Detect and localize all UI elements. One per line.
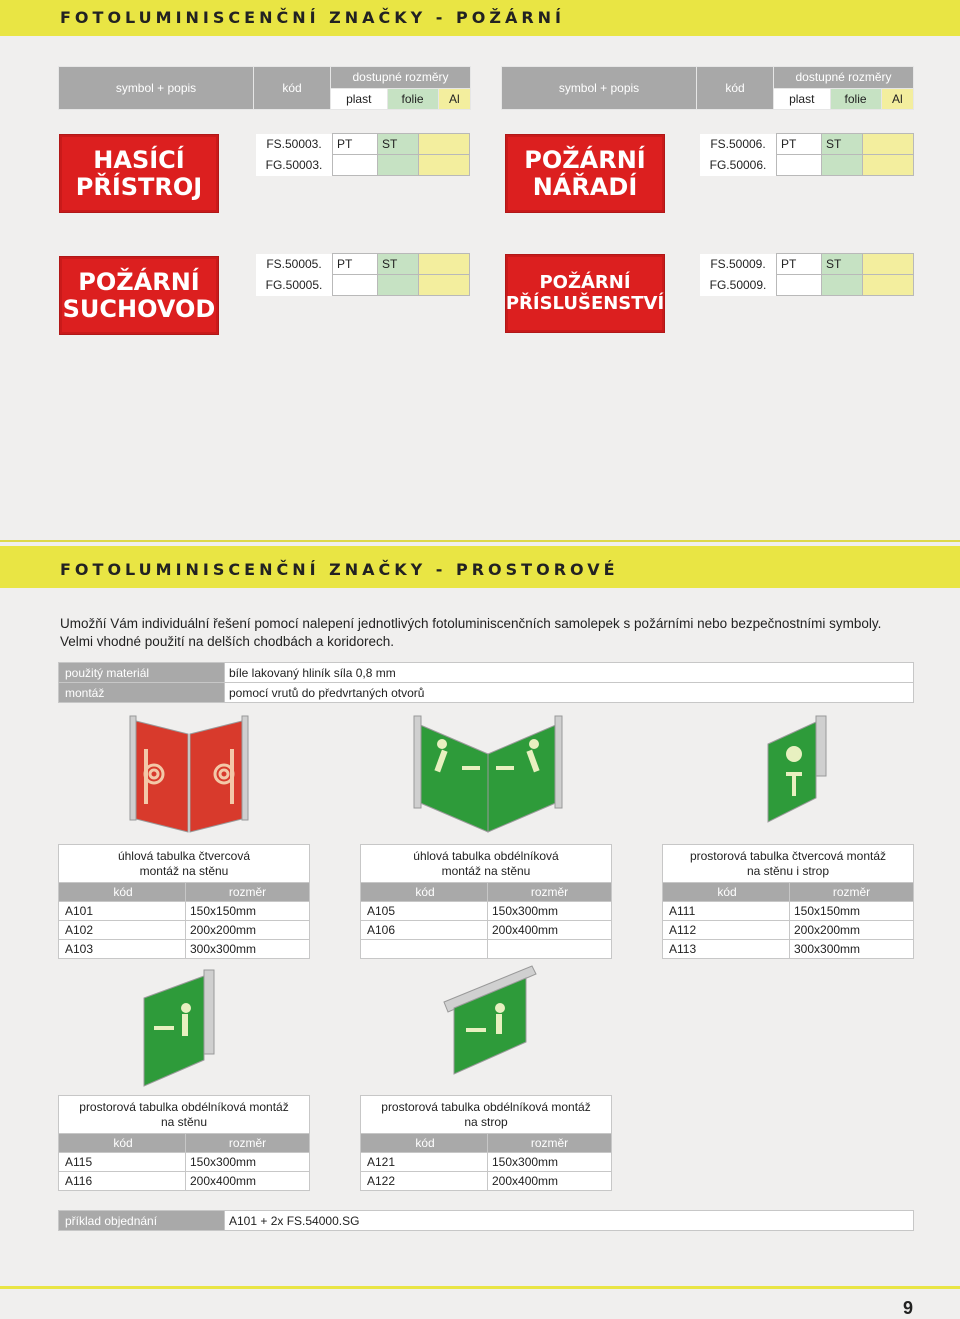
folie-cell: [378, 275, 419, 296]
product-table-a101: [58, 844, 310, 959]
al-cell: [419, 134, 470, 155]
product-title: prostorová tabulka obdélníková montáž na stěnu: [59, 1096, 310, 1134]
folie-cell: ST: [378, 254, 419, 275]
spec-table-2: [256, 253, 470, 296]
header-folie: folie: [830, 88, 881, 110]
table-row: A103 300x300mm: [59, 940, 310, 959]
table-row: A115 150x300mm: [59, 1153, 310, 1172]
material-label: použitý materiál: [59, 663, 225, 683]
plast-cell: PT: [333, 254, 378, 275]
product-table-a115: [58, 1095, 310, 1191]
col-size: rozměr: [488, 883, 612, 902]
section-title-fire: FOTOLUMINISCENČNÍ ZNAČKY - POŽÁRNÍ: [60, 8, 565, 27]
plast-cell: [777, 275, 822, 296]
code-fg: FG.50005.: [256, 275, 333, 296]
table-row: A122 200x400mm: [361, 1172, 612, 1191]
header-plast: plast: [331, 88, 388, 110]
al-cell: [419, 275, 470, 296]
code-fs: FS.50005.: [256, 254, 333, 275]
plast-cell: [777, 155, 822, 176]
spec-table-0: [256, 133, 470, 176]
col-size: rozměr: [488, 1134, 612, 1153]
spec-table-1: [700, 133, 914, 176]
table-row: A111 150x150mm: [663, 902, 914, 921]
sign-pozarni-prislusenstvi: POŽÁRNÍ PŘÍSLUŠENSTVÍ: [505, 254, 665, 333]
material-table: [58, 662, 914, 703]
al-cell: [863, 254, 914, 275]
footer-line: [0, 1286, 960, 1289]
col-code: kód: [361, 1134, 488, 1153]
header-al: Al: [881, 88, 913, 110]
sign-pozarni-naradi: POŽÁRNÍ NÁŘADÍ: [505, 134, 665, 213]
al-cell: [863, 155, 914, 176]
table-row: [361, 940, 612, 959]
code-fg: FG.50009.: [700, 275, 777, 296]
header-plast: plast: [774, 88, 831, 110]
plast-cell: PT: [777, 134, 822, 155]
table-row: A102 200x200mm: [59, 921, 310, 940]
order-label: příklad objednání: [59, 1211, 225, 1231]
col-size: rozměr: [186, 1134, 310, 1153]
header-sizes: dostupné rozměry: [331, 67, 471, 89]
table-row: A116 200x400mm: [59, 1172, 310, 1191]
product-table-a121: [360, 1095, 612, 1191]
spatial-square-sign-image: [764, 714, 834, 834]
col-size: rozměr: [186, 883, 310, 902]
plast-cell: PT: [333, 134, 378, 155]
folie-cell: [822, 275, 863, 296]
al-cell: [863, 134, 914, 155]
product-title: úhlová tabulka čtvercová montáž na stěnu: [59, 845, 310, 883]
header-symbol: symbol + popis: [502, 67, 697, 110]
intro-text: Umožňí Vám individuální řešení pomocí nalepení jednotlivých fotoluminiscenčních samolepek s požárními nebo bezpečnostními symboly. Velmi vhodné použití na delších chodbách a koridorech.: [60, 616, 882, 649]
al-cell: [419, 155, 470, 176]
order-value: A101 + 2x FS.54000.SG: [225, 1211, 914, 1231]
table-row: A101 150x150mm: [59, 902, 310, 921]
header-table-right: [501, 66, 914, 110]
sign-pozarni-suchovod: POŽÁRNÍ SUCHOVOD: [59, 256, 219, 335]
table-row: A121 150x300mm: [361, 1153, 612, 1172]
folie-cell: ST: [822, 254, 863, 275]
code-fs: FS.50003.: [256, 134, 333, 155]
table-row: A106 200x400mm: [361, 921, 612, 940]
header-table-left: [58, 66, 471, 110]
header-symbol: symbol + popis: [59, 67, 254, 110]
code-fg: FG.50006.: [700, 155, 777, 176]
table-row: A105 150x300mm: [361, 902, 612, 921]
product-title: prostorová tabulka obdélníková montáž na strop: [361, 1096, 612, 1134]
code-fg: FG.50003.: [256, 155, 333, 176]
angle-sign-green-image: [412, 714, 564, 834]
mount-value: pomocí vrutů do předvrtaných otvorů: [225, 683, 914, 703]
folie-cell: ST: [378, 134, 419, 155]
header-sizes: dostupné rozměry: [774, 67, 914, 89]
spatial-rect-wall-sign-image: [140, 968, 220, 1090]
plast-cell: PT: [777, 254, 822, 275]
col-size: rozměr: [790, 883, 914, 902]
plast-cell: [333, 275, 378, 296]
header-folie: folie: [387, 88, 438, 110]
sign-hasici-pristroj: HASÍCÍ PŘÍSTROJ: [59, 134, 219, 213]
header-code: kód: [254, 67, 331, 110]
product-title: úhlová tabulka obdélníková montáž na stěnu: [361, 845, 612, 883]
section-title-spatial: FOTOLUMINISCENČNÍ ZNAČKY - PROSTOROVÉ: [60, 560, 619, 579]
band-top-line: [0, 540, 960, 542]
angle-sign-red-image: [128, 714, 250, 834]
al-cell: [419, 254, 470, 275]
al-cell: [863, 275, 914, 296]
folie-cell: [378, 155, 419, 176]
table-row: A113 300x300mm: [663, 940, 914, 959]
folie-cell: [822, 155, 863, 176]
header-al: Al: [438, 88, 470, 110]
product-table-a105: [360, 844, 612, 959]
spatial-rect-ceiling-sign-image: [440, 962, 540, 1092]
order-example-table: [58, 1210, 914, 1231]
material-value: bíle lakovaný hliník síla 0,8 mm: [225, 663, 914, 683]
mount-label: montáž: [59, 683, 225, 703]
col-code: kód: [361, 883, 488, 902]
col-code: kód: [663, 883, 790, 902]
spec-table-3: [700, 253, 914, 296]
col-code: kód: [59, 883, 186, 902]
header-code: kód: [697, 67, 774, 110]
col-code: kód: [59, 1134, 186, 1153]
code-fs: FS.50006.: [700, 134, 777, 155]
folie-cell: ST: [822, 134, 863, 155]
plast-cell: [333, 155, 378, 176]
product-title: prostorová tabulka čtvercová montáž na stěnu i strop: [663, 845, 914, 883]
code-fs: FS.50009.: [700, 254, 777, 275]
page-number: 9: [903, 1298, 914, 1318]
product-table-a111: [662, 844, 914, 959]
table-row: A112 200x200mm: [663, 921, 914, 940]
